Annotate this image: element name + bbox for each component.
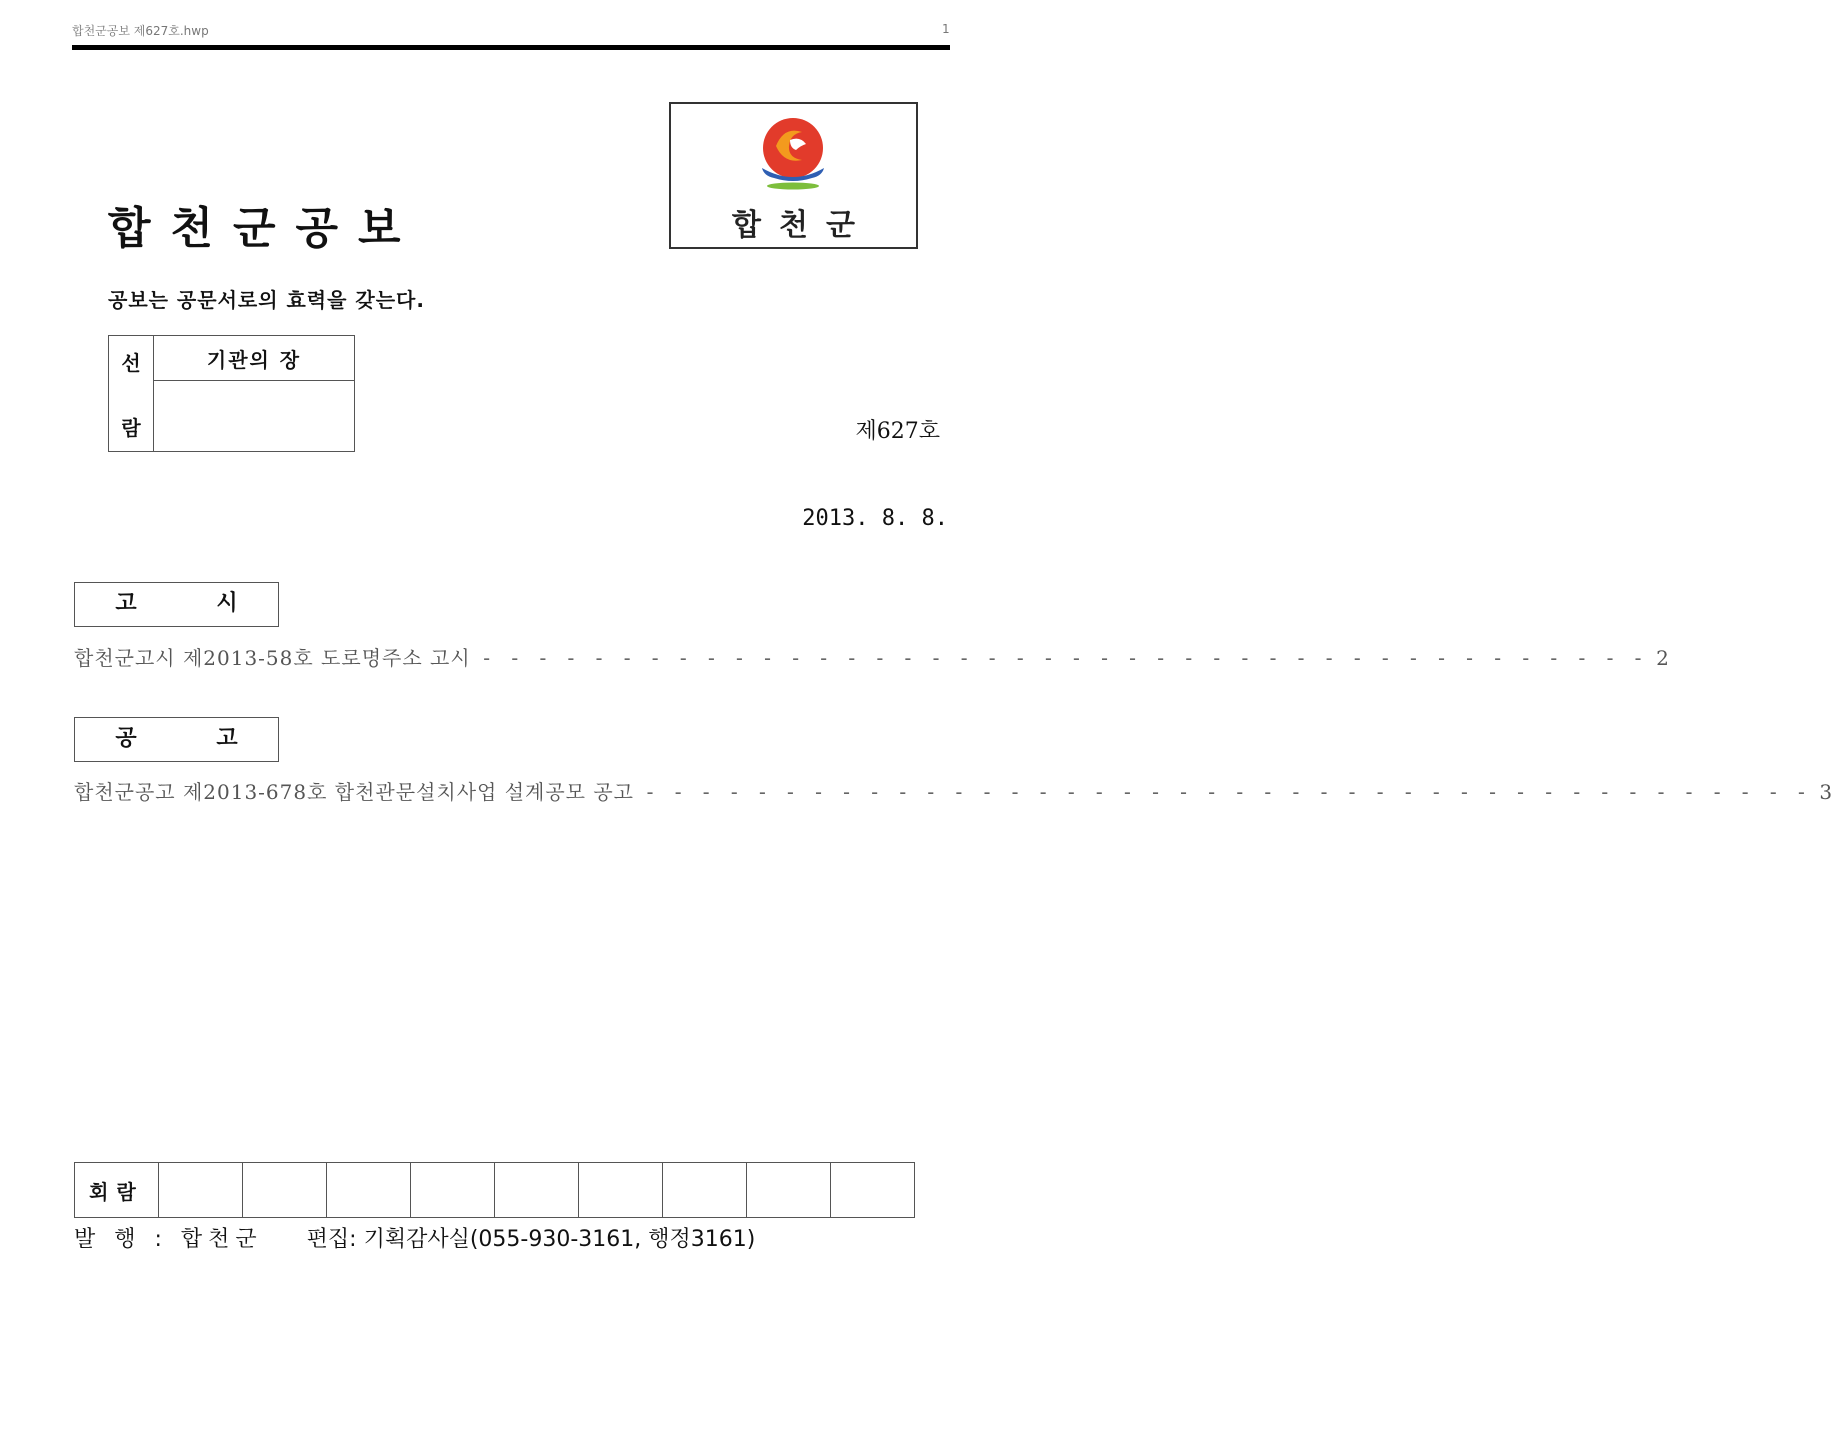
toc-leader: - - - - - - - - - - - - - - - - - - - - - - - - - - - - - - - - - - - - - - - - - - (643, 780, 1810, 804)
toc-entry-page: 3 (1819, 780, 1832, 804)
toc-entry-title: 합천군고시 제2013-58호 도로명주소 고시 (74, 646, 471, 670)
issue-number: 제627호 (855, 419, 940, 444)
review-signature-cell (154, 381, 355, 452)
circulation-cell (747, 1163, 831, 1218)
hapcheon-emblem-icon (756, 116, 830, 192)
circulation-cell (243, 1163, 327, 1218)
circulation-cell (579, 1163, 663, 1218)
footer-editor: 편집: 기획감사실(055-930-3161, 행정3161) (306, 1227, 756, 1252)
header-filename: 합천군공보 제627호.hwp (72, 24, 209, 38)
circulation-table (74, 1162, 915, 1218)
logo (669, 102, 918, 249)
review-header: 기관의 장 (154, 336, 355, 381)
circulation-label: 회람 (75, 1163, 159, 1218)
header-rule (72, 45, 950, 50)
review-table (108, 335, 355, 452)
circulation-cell (831, 1163, 915, 1218)
toc-entry[interactable] (74, 776, 1832, 805)
toc-entry[interactable] (74, 642, 1669, 671)
circulation-cell (663, 1163, 747, 1218)
logo-text: 합천군 (732, 208, 873, 243)
section-heading-announcement: 공 고 (74, 717, 279, 762)
review-side-bottom: 람 (121, 415, 141, 440)
review-side-top: 선 (121, 350, 141, 375)
page-title: 합천군공보 (108, 203, 421, 254)
subtitle: 공보는 공문서로의 효력을 갖는다. (108, 288, 425, 312)
circulation-cell (327, 1163, 411, 1218)
footer (74, 1222, 755, 1253)
circulation-cell (159, 1163, 243, 1218)
header-page-number: 1 (942, 22, 950, 36)
circulation-cell (495, 1163, 579, 1218)
section-heading-notice: 고 시 (74, 582, 279, 627)
footer-publisher: 발 행 : 합천군 (74, 1227, 263, 1252)
circulation-cell (411, 1163, 495, 1218)
toc-entry-title: 합천군공고 제2013-678호 합천관문설치사업 설계공모 공고 (74, 780, 634, 804)
review-side-label (109, 336, 154, 452)
toc-leader: - - - - - - - - - - - - - - - - - - - - - - - - - - - - - - - - - - - - - - - - - - (480, 646, 1647, 670)
toc-entry-page: 2 (1656, 646, 1669, 670)
issue-date: 2013. 8. 8. (802, 506, 948, 531)
